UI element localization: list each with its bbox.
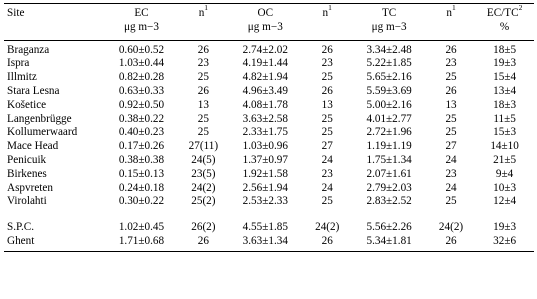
cell-n1: 25(2) [191,195,216,208]
cell-n1: 25 [197,112,209,125]
cell-ec: 1.71±0.68 [104,235,180,251]
cell-ratio: 21±5 [493,153,517,166]
cell-ec: 0.63±0.33 [118,84,165,97]
cell-n3: 23 [445,167,457,180]
cell-n3: 27 [445,140,457,153]
cell-n3: 23 [445,57,457,70]
cell-n1: 26(2) [191,221,216,234]
cell-n2: 13 [321,98,333,111]
cell-n3: 26 [445,84,457,97]
table-row [4,154,534,168]
cell-oc: 2.33±1.75 [242,126,288,139]
cell-n2: 25 [321,71,333,84]
cell-ratio: 12±4 [493,195,517,208]
header-ratio: $EC/TC^2$ [486,3,523,19]
cell-tc: 2.79±2.03 [366,181,412,194]
cell-ratio: 32±6 [475,235,534,251]
header-tc: TC [381,7,397,19]
cell-ratio: 19±3 [493,57,517,70]
cell-ratio: 11±5 [493,112,516,125]
cell-n2: 26 [303,235,351,251]
cell-tc: 5.00±2.16 [366,98,412,111]
cell-site: Braganza [7,43,50,56]
cell-oc: 4.96±3.49 [242,84,288,97]
cell-tc: 5.65±2.16 [366,71,412,84]
table-row [4,195,534,209]
cell-n3: 13 [445,98,457,111]
cell-ratio: 19±3 [493,221,517,234]
cell-site: Stara Lesna [7,84,60,97]
cell-tc: 5.59±3.69 [366,84,412,97]
cell-site: Kollumerwaard [7,126,78,139]
header-ec: EC [134,7,149,19]
cell-n2: 23 [321,57,333,70]
carbon-concentration-table [4,4,534,252]
cell-site: Penicuik [7,153,47,166]
cell-oc: 1.03±0.96 [242,140,288,153]
cell-n3: 24 [445,153,457,166]
cell-tc: 2.07±1.61 [366,167,412,180]
cell-tc: 3.34±2.48 [366,43,412,56]
cell-oc: 3.63±2.58 [242,112,288,125]
cell-oc: 2.53±2.33 [242,195,288,208]
cell-n2: 27 [321,140,333,153]
cell-n1: 24(5) [191,153,216,166]
cell-site: Košetice [7,98,47,111]
cell-tc: 1.75±1.34 [366,153,412,166]
cell-n3: 24(2) [438,221,464,234]
header-oc: OC [257,7,274,19]
cell-n2: 24 [321,153,333,166]
cell-n2: 24 [321,181,333,194]
row-spacer [4,209,534,221]
cell-site: Ispra [7,57,30,70]
cell-n3: 25 [445,71,457,84]
table-row [4,126,534,140]
cell-n3: 25 [445,195,457,208]
cell-tc: 5.34±1.81 [351,235,427,251]
cell-ratio: 9±4 [495,167,514,180]
cell-site: Virolahti [7,195,47,208]
cell-ec: 0.60±0.52 [118,43,165,56]
cell-oc: 4.08±1.78 [242,98,288,111]
cell-n1: 23 [197,57,209,70]
cell-oc: 1.37±0.97 [242,153,288,166]
cell-n3: 25 [445,112,457,125]
cell-oc: 4.82±1.94 [242,71,288,84]
cell-ec: 0.15±0.13 [118,167,165,180]
cell-n1: 13 [197,98,209,111]
cell-n1: 25 [197,71,209,84]
table-row [4,99,534,113]
cell-n2: 23 [321,167,333,180]
cell-site: Langenbrügge [7,112,72,125]
cell-oc: 2.56±1.94 [242,181,288,194]
cell-site: Mace Head [7,140,59,153]
header-oc-unit: μg m−3 [228,21,304,40]
cell-n2: 26 [321,84,333,97]
cell-ec: 0.17±0.26 [118,140,165,153]
cell-oc: 4.19±1.44 [242,57,288,70]
cell-ec: 1.03±0.44 [118,57,165,70]
cell-ec: 0.92±0.50 [118,98,165,111]
header-n-tc: $n^1$ [446,3,456,19]
cell-n2: 24(2) [315,221,340,234]
cell-site: Birkenes [7,167,47,180]
cell-tc: 4.01±2.77 [366,112,412,125]
cell-ec: 0.40±0.23 [118,126,165,139]
cell-n1: 25 [197,126,209,139]
cell-site: Ghent [4,235,104,251]
cell-tc: 5.56±2.26 [366,221,412,234]
cell-site: Illmitz [7,71,37,84]
cell-n1: 26 [179,235,227,251]
table-row [4,85,534,99]
cell-oc: 3.63±1.34 [228,235,304,251]
table-row [4,221,534,235]
cell-ratio: 14±10 [490,140,519,153]
cell-ec: 0.24±0.18 [118,181,165,194]
cell-ratio: 13±4 [493,84,517,97]
cell-ec: 0.38±0.22 [118,112,165,125]
cell-ratio: 10±3 [493,181,517,194]
table-row [4,140,534,154]
cell-ec: 0.38±0.38 [118,153,165,166]
table-row [4,71,534,85]
table-row [4,40,534,57]
cell-tc: 2.83±2.52 [366,195,412,208]
cell-n2: 25 [321,195,333,208]
table-row [4,57,534,71]
cell-n1: 27(11) [188,140,219,153]
cell-tc: 2.72±1.96 [366,126,412,139]
cell-oc: 1.92±1.58 [242,167,288,180]
cell-ec: 0.82±0.28 [118,71,165,84]
header-tc-unit: μg m−3 [351,21,427,40]
cell-n3: 24 [445,181,457,194]
cell-n1: 26 [197,43,209,56]
cell-oc: 2.74±2.02 [242,43,288,56]
cell-n3: 25 [445,126,457,139]
header-n-oc: $n^1$ [322,3,332,19]
table-row [4,235,534,251]
header-site: Site [7,7,25,19]
cell-oc: 4.55±1.85 [242,221,288,234]
cell-n3: 26 [445,43,457,56]
cell-site: S.P.C. [7,221,35,234]
cell-ratio: 18±3 [493,98,517,111]
table-row [4,182,534,196]
table-body [4,40,534,251]
cell-n2: 26 [321,43,333,56]
cell-n3: 26 [427,235,475,251]
header-units-row [4,21,534,40]
cell-n1: 26 [197,84,209,97]
cell-ratio: 15±4 [493,71,517,84]
header-row [4,4,534,21]
cell-ratio: 18±5 [493,43,517,56]
header-ec-unit: μg m−3 [104,21,180,40]
header-ratio-unit: % [475,21,534,40]
cell-tc: 1.19±1.19 [366,140,412,153]
table-row [4,113,534,127]
table-row [4,168,534,182]
cell-ec: 0.30±0.22 [118,195,165,208]
header-n-ec: $n^1$ [198,3,209,19]
cell-n2: 25 [321,126,333,139]
cell-ec: 1.02±0.45 [118,221,165,234]
cell-n1: 23(5) [191,167,216,180]
cell-tc: 5.22±1.85 [366,57,412,70]
cell-site: Aspvreten [7,181,53,194]
cell-n1: 24(2) [191,181,216,194]
cell-ratio: 15±3 [493,126,517,139]
cell-n2: 25 [321,112,333,125]
